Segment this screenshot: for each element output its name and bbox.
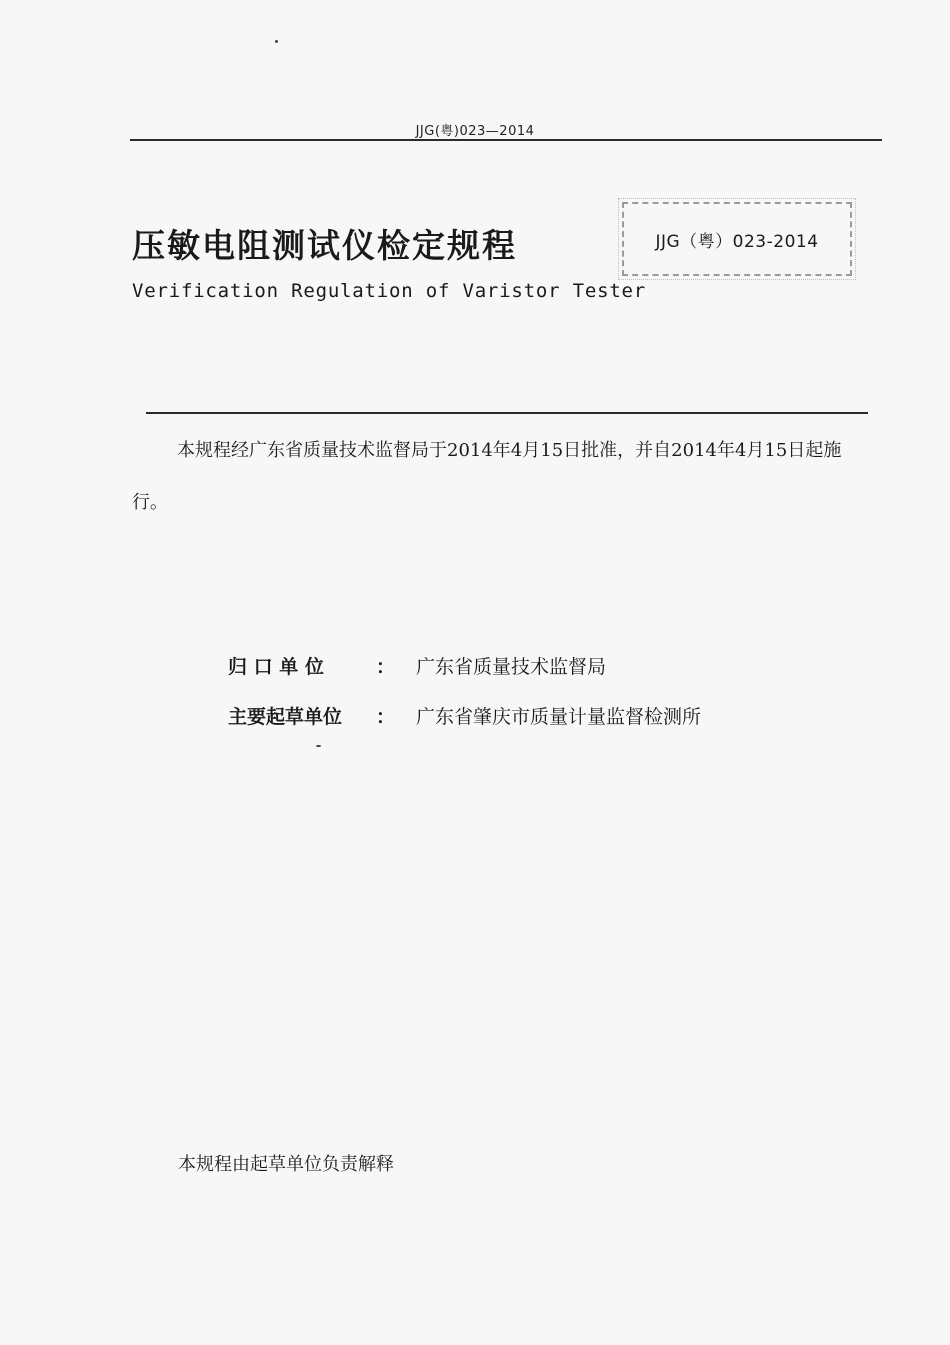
footer-note: 本规程由起草单位负责解释 <box>178 1154 394 1175</box>
title-english: Verification Regulation of Varistor Tester <box>132 280 647 302</box>
info-colon: ： <box>376 656 396 678</box>
info-value: 广东省质量技术监督局 <box>416 656 607 678</box>
info-label: 归 口 单 位 <box>228 656 324 678</box>
standard-code: JJG（粤）023-2014 <box>655 231 819 252</box>
standard-code-box <box>622 202 852 276</box>
header-code: JJG(粤)023—2014 <box>415 124 535 139</box>
info-label: 主要起草单位 <box>228 706 343 728</box>
info-colon: ： <box>376 706 396 728</box>
scan-speck <box>275 40 278 43</box>
approval-text: 本规程经广东省质量技术监督局于2014年4月15日批准，并自2014年4月15日起施行。 <box>132 440 842 513</box>
title-chinese: 压敏电阻测试仪检定规程 <box>132 226 517 265</box>
separator-rule <box>146 412 868 414</box>
scan-speck <box>316 745 321 747</box>
info-value: 广东省肇庆市质量计量监督检测所 <box>416 706 702 728</box>
header-rule <box>130 139 882 141</box>
